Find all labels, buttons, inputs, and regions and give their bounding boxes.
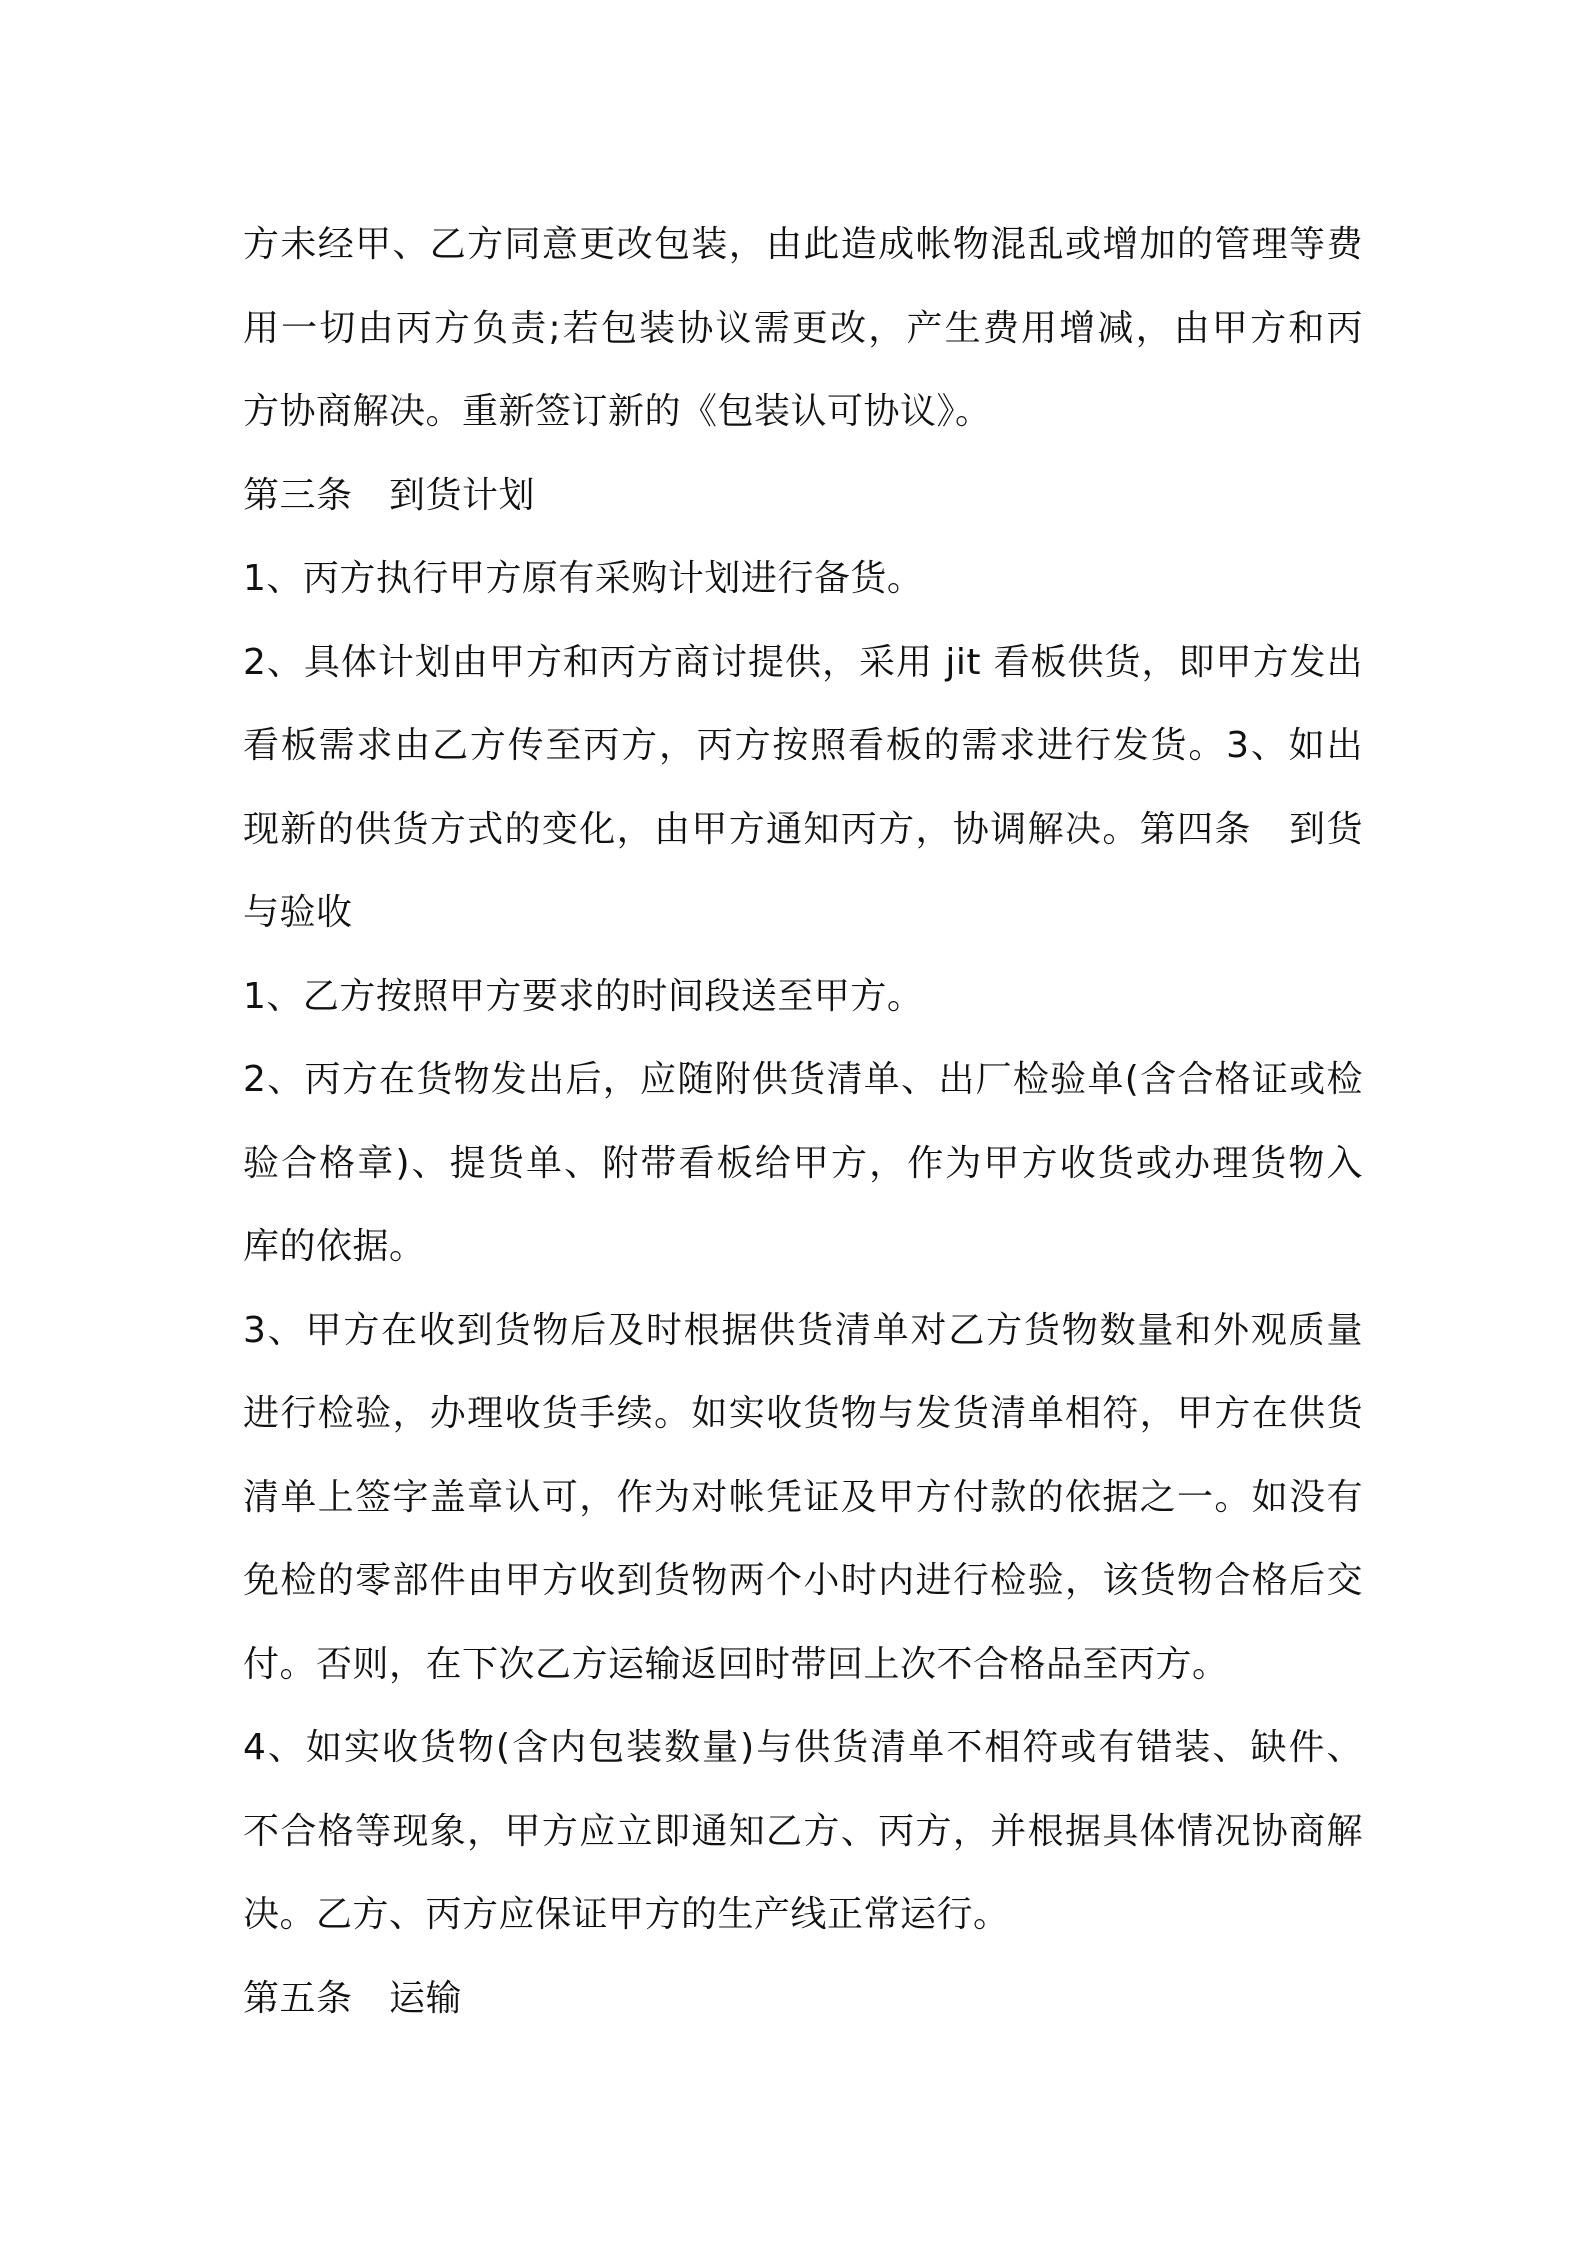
text-line-5: 1、丙方执行甲方原有采购计划进行备货。 xyxy=(243,558,924,599)
text-line-12: 验合格章)、提货单、附带看板给甲方，作为甲方收货或办理货物入 xyxy=(243,1142,1363,1184)
text-line-6: 2、具体计划由甲方和丙方商讨提供，采用 jit 看板供货，即甲方发出 xyxy=(243,641,1363,683)
document-body xyxy=(243,203,1363,2040)
text-line-18: 付。否则，在下次乙方运输返回时带回上次不合格品至丙方。 xyxy=(243,1643,1229,1685)
text-line-10: 1、乙方按照甲方要求的时间段送至甲方。 xyxy=(243,975,924,1017)
text-line-20: 不合格等现象，甲方应立即通知乙方、丙方，并根据具体情况协商解 xyxy=(243,1810,1363,1852)
article-5-heading: 第五条 运输 xyxy=(243,1977,463,2019)
text-line-16: 清单上签字盖章认可，作为对帐凭证及甲方付款的依据之一。如没有 xyxy=(243,1476,1363,1518)
text-line-15: 进行检验，办理收货手续。如实收货物与发货清单相符，甲方在供货 xyxy=(243,1393,1363,1434)
text-line-7: 看板需求由乙方传至丙方，丙方按照看板的需求进行发货。3、如出 xyxy=(243,725,1363,766)
text-line-9: 与验收 xyxy=(243,892,353,933)
text-line-21: 决。乙方、丙方应保证甲方的生产线正常运行。 xyxy=(243,1894,1010,1935)
text-line-2: 用一切由丙方负责;若包装协议需更改，产生费用增减，由甲方和丙 xyxy=(243,307,1363,349)
text-line-11: 2、丙方在货物发出后，应随附供货清单、出厂检验单(含合格证或检 xyxy=(243,1059,1363,1100)
text-line-13: 库的依据。 xyxy=(243,1226,426,1267)
text-line-14: 3、甲方在收到货物后及时根据供货清单对乙方货物数量和外观质量 xyxy=(243,1309,1363,1351)
text-line-1: 方未经甲、乙方同意更改包装，由此造成帐物混乱或增加的管理等费 xyxy=(243,224,1363,265)
text-line-8: 现新的供货方式的变化，由甲方通知丙方，协调解决。第四条 到货 xyxy=(243,808,1363,850)
text-line-17: 免检的零部件由甲方收到货物两个小时内进行检验，该货物合格后交 xyxy=(243,1560,1363,1601)
text-line-19: 4、如实收货物(含内包装数量)与供货清单不相符或有错装、缺件、 xyxy=(243,1727,1363,1768)
article-3-heading: 第三条 到货计划 xyxy=(243,474,536,516)
text-line-3: 方协商解决。重新签订新的《包装认可协议》。 xyxy=(243,391,992,432)
